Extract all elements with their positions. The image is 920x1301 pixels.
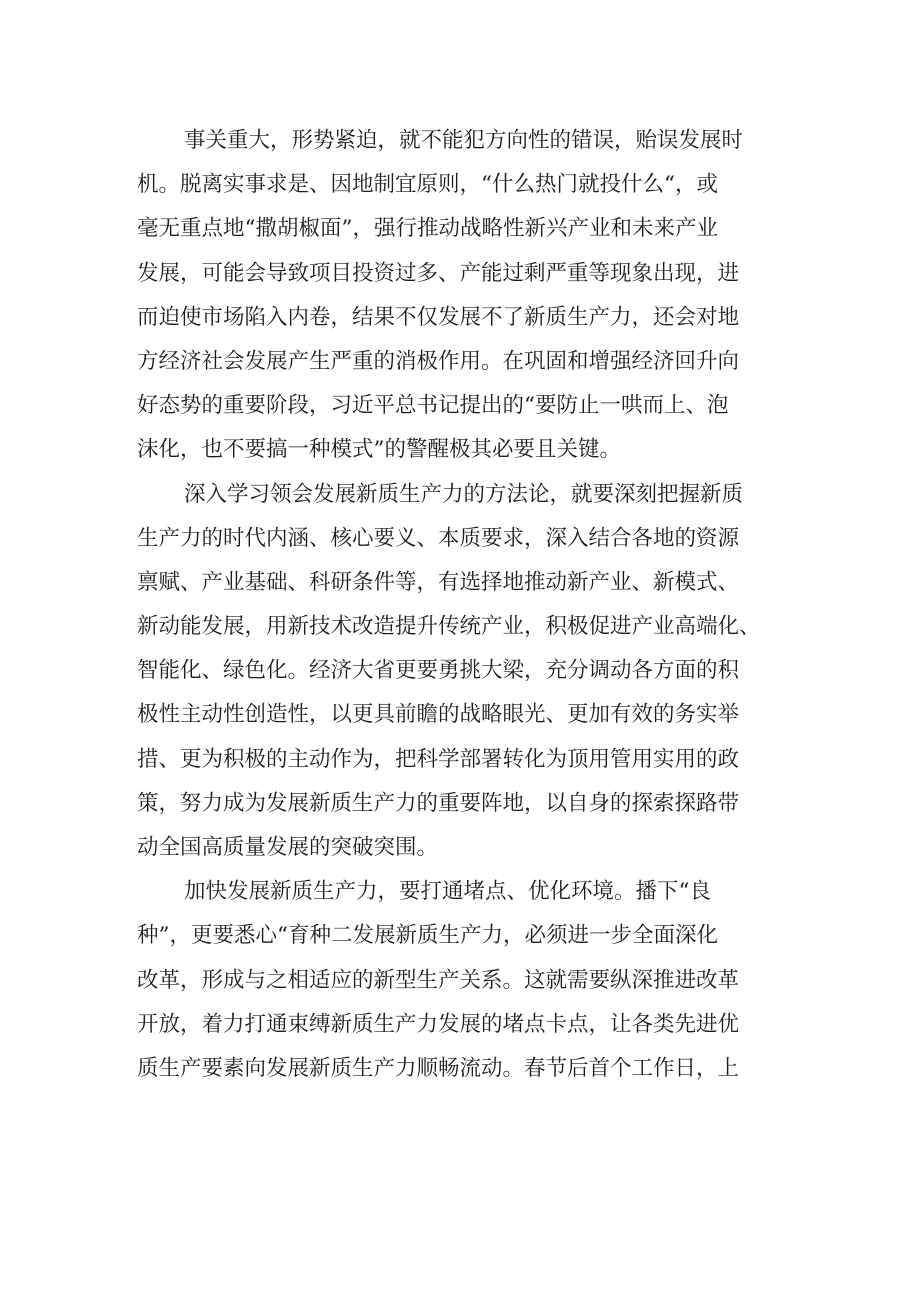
- text-line: 事关重大，形势紧迫，就不能犯方向性的错误，贻误发展时: [184, 128, 744, 153]
- text-line: 而迫使市场陷入内卷，结果不仅发展不了新质生产力，还会对地: [137, 304, 740, 330]
- text-line: 禀赋、产业基础、科研条件等，有选择地推动新产业、新模式、: [137, 569, 740, 595]
- document-body: [137, 119, 797, 1091]
- text-line: 发展，可能会导致项目投资过多、产能过剩严重等现象出现，进: [137, 260, 740, 286]
- text-line: 沫化，也不要搞一种模式”的警醒极其必要且关键。: [137, 437, 621, 463]
- text-line: 质生产要素向发展新质生产力顺畅流动。春节后首个工作日，上: [137, 1055, 740, 1081]
- text-line: 加快发展新质生产力，要打通堵点、优化环境。播下“良: [184, 879, 711, 905]
- text-line: 智能化、绿色化。经济大省更要勇挑大梁，充分调动各方面的积: [137, 658, 740, 684]
- text-line: 深入学习领会发展新质生产力的方法论，就要深刻把握新质: [184, 481, 744, 507]
- text-line: 生产力的时代内涵、核心要义、本质要求，深入结合各地的资源: [137, 525, 740, 551]
- text-line: 方经济社会发展产生严重的消极作用。在巩固和增强经济回升向: [137, 348, 740, 374]
- text-line: 种”，更要悉心“育种二发展新质生产力，必须进一步全面深化: [137, 923, 718, 949]
- text-line: 好态势的重要阶段，习近平总书记提出的“要防止一哄而上、泡: [137, 393, 729, 419]
- text-line: 新动能发展，用新技术改造提升传统产业，积极促进产业高端化、: [137, 614, 761, 640]
- text-line: 机。脱离实事求是、因地制宜原则，“什么热门就投什么“，或: [137, 172, 718, 198]
- text-line: 策，努力成为发展新质生产力的重要阵地，以自身的探索探路带: [137, 790, 740, 816]
- paragraph-3: [137, 870, 797, 1091]
- text-line: 措、更为积极的主动作为，把科学部署转化为顶用管用实用的政: [137, 746, 740, 772]
- text-line: 动全国高质量发展的突破突围。: [137, 835, 439, 860]
- text-line: 毫无重点地“撒胡椒面”，强行推动战略性新兴产业和未来产业: [137, 216, 718, 242]
- paragraph-2: [137, 473, 797, 871]
- text-line: 开放，着力打通束缚新质生产力发展的堵点卡点，让各类先进优: [137, 1011, 740, 1037]
- text-line: 极性主动性创造性，以更具前瞻的战略眼光、更加有效的务实举: [137, 702, 740, 728]
- paragraph-1: [137, 119, 797, 473]
- text-line: 改革，形成与之相适应的新型生产关系。这就需要纵深推进改革: [137, 967, 740, 993]
